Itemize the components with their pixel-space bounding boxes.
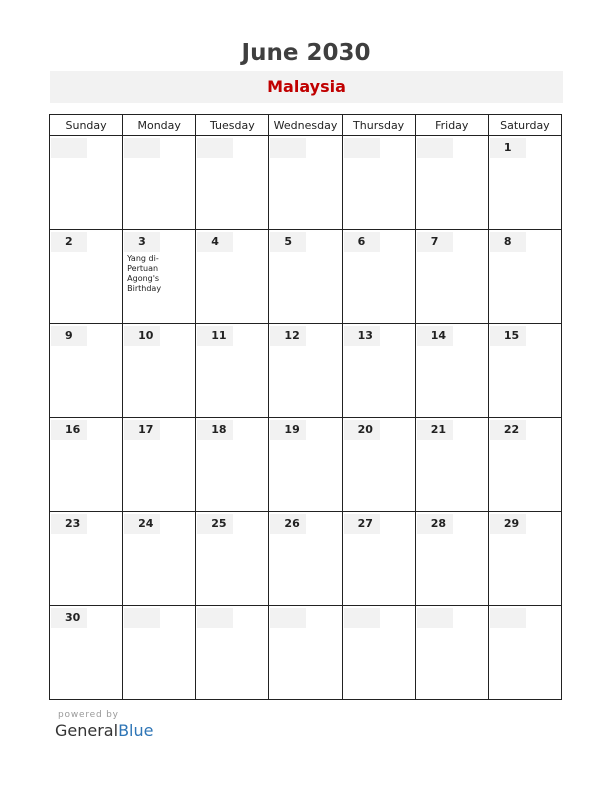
calendar-day-cell [196,230,269,324]
day-number [490,326,526,346]
calendar-day-cell [123,324,196,418]
calendar-day-cell [269,230,342,324]
weekday-header: Friday [415,115,488,136]
day-number-label: 6 [357,235,366,248]
brand-logo [55,721,153,740]
day-number [417,608,453,628]
calendar-day-cell [415,606,488,700]
calendar-week-row [50,418,562,512]
calendar-day-cell [196,512,269,606]
calendar-grid [49,114,562,700]
calendar-day-cell [269,606,342,700]
day-number [417,326,453,346]
calendar-day-cell [50,324,123,418]
brand-logo-part1: General [55,721,119,740]
calendar-day-cell [342,512,415,606]
day-number [51,514,87,534]
day-number [124,326,160,346]
country-banner: Malaysia [50,71,563,103]
day-number [197,326,233,346]
holiday-label: Yang di-Pertuan Agong's Birthday [127,254,162,293]
calendar-day-cell [342,230,415,324]
calendar-day-cell [415,512,488,606]
calendar-day-cell [269,324,342,418]
calendar-week-row [50,136,562,230]
day-number [124,420,160,440]
calendar-day-cell [269,136,342,230]
day-number-label: 8 [503,235,512,248]
day-number [490,608,526,628]
day-number-label: 5 [284,235,293,248]
day-number [124,232,160,252]
weekday-header: Monday [123,115,196,136]
day-number-label: 16 [65,423,81,436]
day-number-label: 1 [503,141,512,154]
calendar-day-cell [269,418,342,512]
day-number [344,232,380,252]
day-number [344,420,380,440]
day-number [197,138,233,158]
calendar-day-cell [488,606,561,700]
day-number-label: 25 [211,517,227,530]
weekday-header: Sunday [50,115,123,136]
day-number [417,232,453,252]
weekday-header: Tuesday [196,115,269,136]
day-number [197,420,233,440]
day-number [490,420,526,440]
day-number [51,326,87,346]
day-number-label: 19 [284,423,300,436]
calendar-day-cell [415,136,488,230]
calendar-day-cell [50,418,123,512]
day-number [490,138,526,158]
day-number-label: 7 [430,235,439,248]
day-number-label: 10 [138,329,154,342]
weekday-header: Wednesday [269,115,342,136]
calendar-day-cell [269,512,342,606]
calendar-day-cell [488,136,561,230]
day-number [51,608,87,628]
weekday-header: Saturday [488,115,561,136]
day-number [270,326,306,346]
calendar-week-row [50,230,562,324]
day-number [270,514,306,534]
day-number-label: 13 [357,329,373,342]
day-number [417,420,453,440]
day-number-label: 30 [65,611,81,624]
brand-logo-part2: Blue [118,721,154,740]
day-number-label: 18 [211,423,227,436]
calendar-week-row [50,512,562,606]
day-number-label: 27 [357,517,373,530]
day-number [417,138,453,158]
calendar-day-cell [488,230,561,324]
calendar-day-cell [196,418,269,512]
day-number-label: 3 [138,235,146,248]
calendar-day-cell [342,606,415,700]
calendar-day-cell [123,512,196,606]
day-number [490,514,526,534]
day-number-label: 24 [138,517,154,530]
day-number [51,138,87,158]
calendar-week-row [50,324,562,418]
day-number [197,514,233,534]
calendar-day-cell [123,418,196,512]
day-number [197,232,233,252]
day-number [124,138,160,158]
day-number-label: 23 [65,517,81,530]
calendar-day-cell [415,324,488,418]
day-number-label: 29 [503,517,520,530]
calendar-day-cell [196,324,269,418]
weekday-header: Thursday [342,115,415,136]
calendar-day-cell [415,418,488,512]
day-number-label: 28 [430,517,447,530]
calendar-body [50,136,562,700]
calendar-day-cell [415,230,488,324]
day-number-label: 26 [284,517,300,530]
day-number [344,608,380,628]
day-number-label: 22 [503,423,520,436]
day-number [270,232,306,252]
day-number [417,514,453,534]
calendar-day-cell [342,324,415,418]
calendar-day-cell [196,136,269,230]
day-number [51,232,87,252]
day-number-label: 4 [211,235,219,248]
calendar-day-cell [123,606,196,700]
calendar-day-cell [488,324,561,418]
day-number-label: 14 [430,329,447,342]
day-number [270,138,306,158]
day-number [270,608,306,628]
day-number [344,514,380,534]
calendar-day-cell [123,230,196,324]
day-number [124,514,160,534]
calendar-day-cell [342,418,415,512]
calendar-day-cell [488,418,561,512]
calendar-day-cell [196,606,269,700]
day-number [344,326,380,346]
day-number-label: 9 [65,329,73,342]
calendar-day-cell [488,512,561,606]
calendar-day-cell [50,136,123,230]
day-number-label: 17 [138,423,154,436]
calendar-day-cell [342,136,415,230]
day-number-label: 12 [284,329,300,342]
day-number [51,420,87,440]
day-number-label: 2 [65,235,73,248]
calendar-week-row [50,606,562,700]
calendar-day-cell [123,136,196,230]
calendar-day-cell [50,606,123,700]
weekday-header-row [50,115,562,136]
day-number-label: 21 [430,423,447,436]
calendar-day-cell [50,512,123,606]
day-number-label: 15 [503,329,520,342]
day-number [270,420,306,440]
day-number-label: 11 [211,329,227,342]
powered-by-text: powered by [58,710,119,720]
day-number [197,608,233,628]
day-number [490,232,526,252]
day-number [344,138,380,158]
day-number-label: 20 [357,423,373,436]
day-number [124,608,160,628]
calendar-day-cell [50,230,123,324]
page-title: June 2030 [241,40,371,66]
